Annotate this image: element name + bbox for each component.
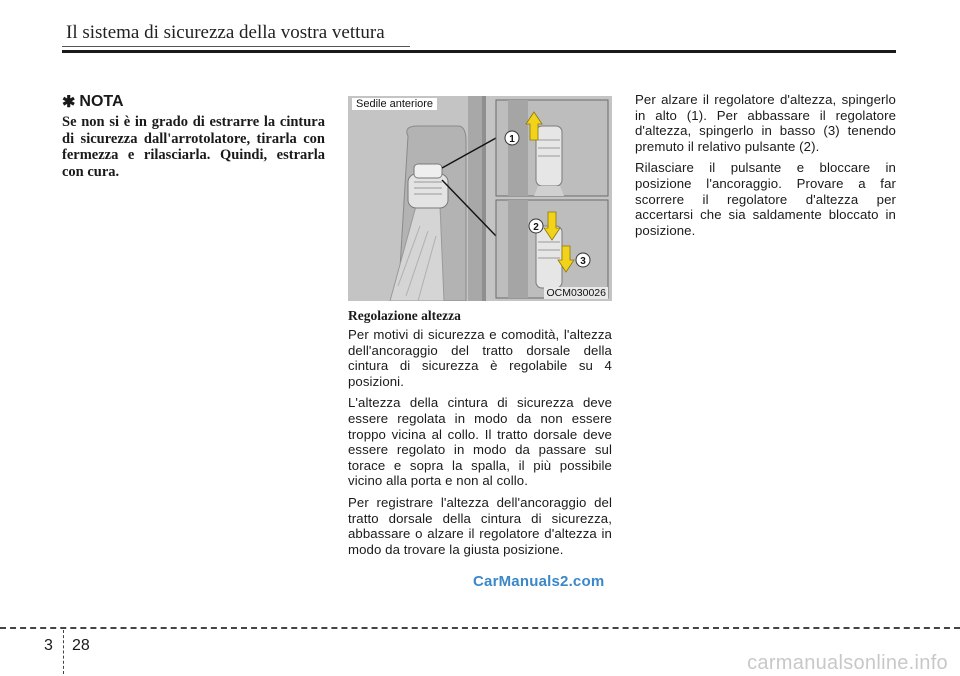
nota-heading — [62, 92, 325, 112]
footer-divider — [63, 630, 64, 674]
footer-chapter-number: 3 — [44, 637, 53, 654]
section-title: Regolazione altezza — [348, 308, 461, 323]
section-paragraph-2: L'altezza della cintura di sicurezza deve essere regolata in modo da non essere troppo vicina al collo. Il tratto dorsale deve essere regolato in modo da passare sul torace e sopra la spalla, il più possibile vicino alla porta e non al collo. — [348, 395, 612, 489]
right-column — [635, 92, 896, 244]
footer-page-number: 28 — [72, 637, 90, 654]
callout-3: 3 — [580, 256, 586, 267]
nota-text: Se non si è in grado di estrarre la cintura di sicurezza dall'arrotolatore, tirarla con fermezza e rilasciarla. Quindi, estrarla con cura. — [62, 114, 325, 180]
right-paragraph-2: Rilasciare il pulsante e bloccare in posizione l'ancoraggio. Provare a far scorrere il regolatore d'altezza per accertarsi che sia saldamente bloccato in posizione. — [635, 160, 896, 238]
nota-heading-label: NOTA — [79, 93, 124, 110]
figure-code: OCM030026 — [546, 287, 606, 299]
height-adjust-section — [348, 308, 612, 563]
carmanuals-watermark: CarManuals2.com — [473, 573, 605, 590]
section-paragraph-3: Per registrare l'altezza dell'ancoraggio del tratto dorsale della cintura di sicurezza, abbassare o alzare il regolatore d'altezza in modo da trovare la giusta posizione. — [348, 494, 612, 557]
callout-2: 2 — [533, 222, 539, 233]
seatbelt-figure — [348, 96, 612, 301]
right-paragraph-1: Per alzare il regolatore d'altezza, spingerlo in alto (1). Per abbassare il regolatore d'altezza, spingerlo in basso (3) tenendo premuto il relativo pulsante (2). — [635, 92, 896, 154]
seatbelt-illustration — [348, 96, 612, 301]
footer-watermark: carmanualsonline.info — [747, 652, 948, 674]
header-thin-rule — [62, 46, 410, 47]
nota-block — [62, 92, 325, 180]
section-paragraph-1: Per motivi di sicurezza e comodità, l'altezza dell'ancoraggio del tratto dorsale della cintura di sicurezza è regolabile su 4 posizioni. — [348, 327, 612, 389]
footer-rule — [0, 627, 960, 629]
header-rule — [62, 50, 896, 53]
callout-1: 1 — [509, 134, 515, 145]
nota-cross-icon: ✱ — [62, 94, 76, 111]
figure-label: Sedile anteriore — [352, 98, 437, 110]
page-header-title: Il sistema di sicurezza della vostra vettura — [66, 22, 385, 43]
